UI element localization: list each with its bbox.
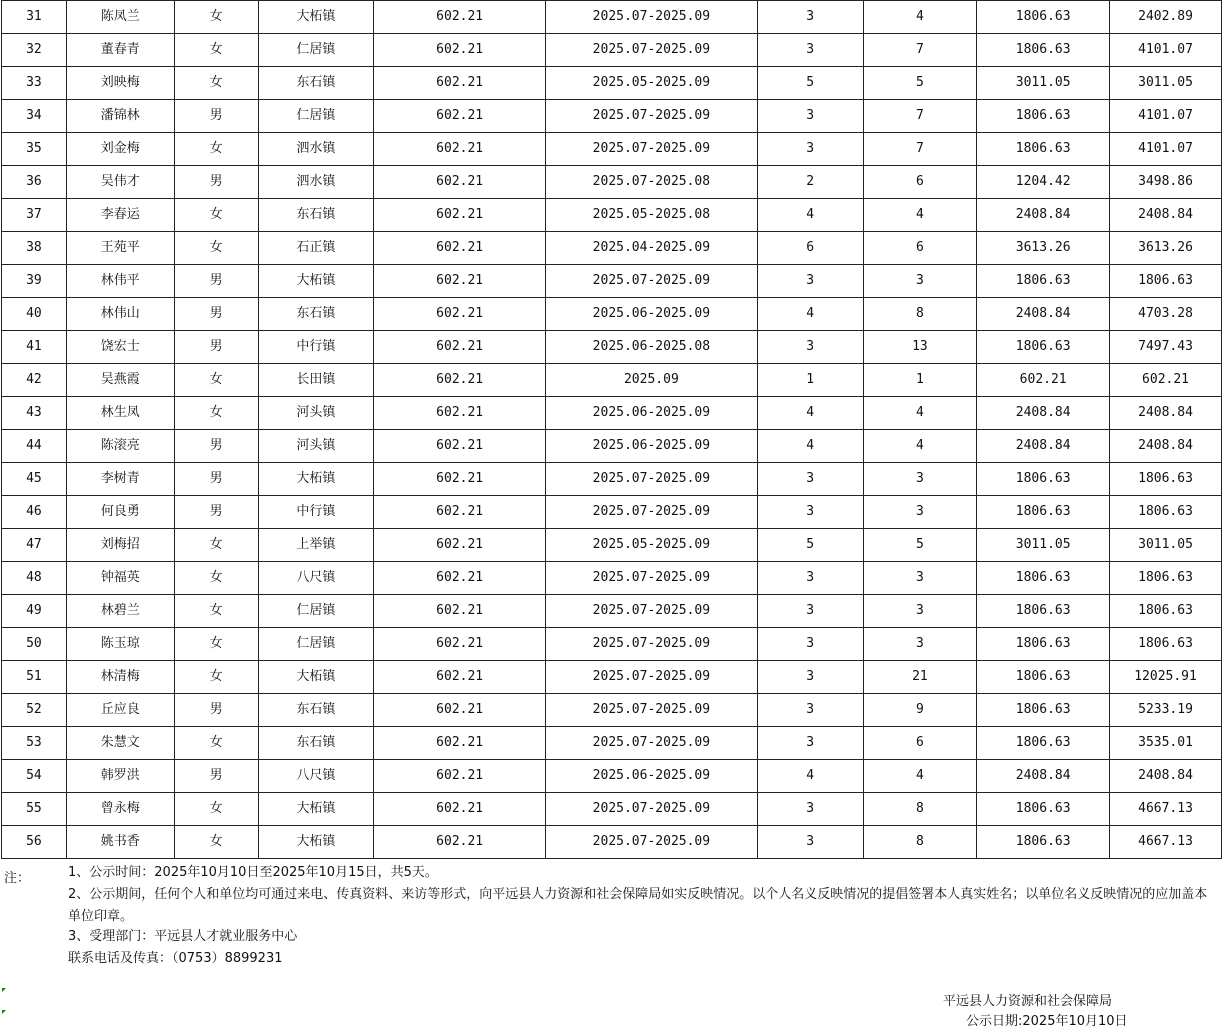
col-standard-cell: 602.21 [374, 265, 546, 298]
col-total-cell: 4667.13 [1110, 826, 1222, 859]
col-months-cell: 3 [757, 496, 863, 529]
col-name-cell: 林伟平 [66, 265, 174, 298]
col-index-cell: 42 [2, 364, 67, 397]
col-months-cell: 3 [757, 34, 863, 67]
col-index-cell: 33 [2, 67, 67, 100]
table-row [2, 463, 1222, 496]
col-index-cell: 32 [2, 34, 67, 67]
col-period-cell: 2025.07-2025.09 [546, 265, 758, 298]
table-row [2, 397, 1222, 430]
table-row [2, 298, 1222, 331]
col-total-cell: 1806.63 [1110, 628, 1222, 661]
table-row [2, 199, 1222, 232]
col-period-cell: 2025.07-2025.09 [546, 793, 758, 826]
note-item-1: 1、公示时间：2025年10月10日至2025年10月15日，共5天。 [68, 865, 438, 880]
col-standard-cell: 602.21 [374, 364, 546, 397]
col-gender-cell: 男 [174, 760, 258, 793]
col-town-cell: 河头镇 [258, 397, 374, 430]
col-town-cell: 东石镇 [258, 199, 374, 232]
col-town-cell: 石正镇 [258, 232, 374, 265]
col-standard-cell: 602.21 [374, 661, 546, 694]
col-name-cell: 陈凤兰 [66, 1, 174, 34]
col-amount-cell: 2408.84 [977, 397, 1110, 430]
col-period-cell: 2025.07-2025.09 [546, 562, 758, 595]
col-standard-cell: 602.21 [374, 298, 546, 331]
col-town-cell: 东石镇 [258, 298, 374, 331]
col-total-cell: 1806.63 [1110, 595, 1222, 628]
col-town-cell: 大柘镇 [258, 463, 374, 496]
col-total-cell: 2408.84 [1110, 430, 1222, 463]
col-people-cell: 8 [863, 826, 977, 859]
col-standard-cell: 602.21 [374, 100, 546, 133]
col-total-cell: 3011.05 [1110, 529, 1222, 562]
col-gender-cell: 女 [174, 826, 258, 859]
col-total-cell: 602.21 [1110, 364, 1222, 397]
col-period-cell: 2025.05-2025.09 [546, 67, 758, 100]
col-period-cell: 2025.07-2025.09 [546, 1, 758, 34]
col-town-cell: 河头镇 [258, 430, 374, 463]
col-period-cell: 2025.07-2025.09 [546, 826, 758, 859]
col-amount-cell: 1806.63 [977, 463, 1110, 496]
table-row [2, 331, 1222, 364]
table-row [2, 166, 1222, 199]
table-row [2, 562, 1222, 595]
col-gender-cell: 女 [174, 727, 258, 760]
col-name-cell: 刘映梅 [66, 67, 174, 100]
col-people-cell: 4 [863, 397, 977, 430]
col-gender-cell: 女 [174, 133, 258, 166]
col-amount-cell: 1806.63 [977, 1, 1110, 34]
col-total-cell: 4667.13 [1110, 793, 1222, 826]
col-people-cell: 4 [863, 430, 977, 463]
col-index-cell: 43 [2, 397, 67, 430]
col-months-cell: 3 [757, 694, 863, 727]
col-name-cell: 饶宏士 [66, 331, 174, 364]
table-row [2, 727, 1222, 760]
col-people-cell: 3 [863, 595, 977, 628]
col-gender-cell: 男 [174, 298, 258, 331]
col-period-cell: 2025.04-2025.09 [546, 232, 758, 265]
col-total-cell: 1806.63 [1110, 265, 1222, 298]
col-gender-cell: 女 [174, 595, 258, 628]
col-total-cell: 4101.07 [1110, 34, 1222, 67]
table-row [2, 661, 1222, 694]
col-total-cell: 2408.84 [1110, 397, 1222, 430]
col-name-cell: 吴燕霞 [66, 364, 174, 397]
col-name-cell: 林碧兰 [66, 595, 174, 628]
col-amount-cell: 1806.63 [977, 595, 1110, 628]
col-months-cell: 4 [757, 760, 863, 793]
note-item-2: 2、公示期间，任何个人和单位均可通过来电、传真资料、来访等形式，向平远县人力资源和社会保障局如实反映情况。以个人名义反映情况的提倡签署本人真实姓名；以单位名义反映情况的应加盖本单位印章。 [68, 887, 1208, 924]
col-period-cell: 2025.06-2025.09 [546, 760, 758, 793]
col-period-cell: 2025.07-2025.09 [546, 661, 758, 694]
col-period-cell: 2025.06-2025.09 [546, 298, 758, 331]
col-standard-cell: 602.21 [374, 628, 546, 661]
table-row [2, 364, 1222, 397]
col-period-cell: 2025.06-2025.09 [546, 430, 758, 463]
col-gender-cell: 男 [174, 463, 258, 496]
col-standard-cell: 602.21 [374, 166, 546, 199]
col-gender-cell: 女 [174, 529, 258, 562]
col-gender-cell: 女 [174, 397, 258, 430]
col-people-cell: 7 [863, 34, 977, 67]
col-total-cell: 12025.91 [1110, 661, 1222, 694]
col-standard-cell: 602.21 [374, 199, 546, 232]
col-people-cell: 7 [863, 133, 977, 166]
col-months-cell: 3 [757, 100, 863, 133]
signature-org: 平远县人力资源和社会保障局 [943, 994, 1113, 1009]
col-amount-cell: 1806.63 [977, 34, 1110, 67]
col-people-cell: 3 [863, 496, 977, 529]
col-period-cell: 2025.06-2025.08 [546, 331, 758, 364]
col-amount-cell: 1806.63 [977, 694, 1110, 727]
col-name-cell: 潘锦林 [66, 100, 174, 133]
col-index-cell: 36 [2, 166, 67, 199]
col-total-cell: 2408.84 [1110, 199, 1222, 232]
col-months-cell: 3 [757, 562, 863, 595]
col-gender-cell: 女 [174, 1, 258, 34]
col-gender-cell: 女 [174, 562, 258, 595]
col-town-cell: 仁居镇 [258, 34, 374, 67]
col-total-cell: 7497.43 [1110, 331, 1222, 364]
col-name-cell: 林伟山 [66, 298, 174, 331]
col-gender-cell: 男 [174, 496, 258, 529]
note-item-3: 3、受理部门：平远县人才就业服务中心 [68, 929, 298, 944]
col-amount-cell: 2408.84 [977, 199, 1110, 232]
table-row [2, 67, 1222, 100]
col-town-cell: 东石镇 [258, 694, 374, 727]
col-months-cell: 3 [757, 133, 863, 166]
col-period-cell: 2025.07-2025.09 [546, 595, 758, 628]
col-months-cell: 6 [757, 232, 863, 265]
table-row [2, 694, 1222, 727]
col-town-cell: 东石镇 [258, 67, 374, 100]
table-body [2, 1, 1222, 859]
col-standard-cell: 602.21 [374, 430, 546, 463]
table-row [2, 529, 1222, 562]
col-town-cell: 长田镇 [258, 364, 374, 397]
col-town-cell: 仁居镇 [258, 100, 374, 133]
col-months-cell: 4 [757, 397, 863, 430]
col-total-cell: 4703.28 [1110, 298, 1222, 331]
col-people-cell: 9 [863, 694, 977, 727]
col-index-cell: 34 [2, 100, 67, 133]
col-standard-cell: 602.21 [374, 397, 546, 430]
col-people-cell: 3 [863, 265, 977, 298]
col-town-cell: 大柘镇 [258, 826, 374, 859]
col-standard-cell: 602.21 [374, 67, 546, 100]
col-standard-cell: 602.21 [374, 595, 546, 628]
col-town-cell: 大柘镇 [258, 1, 374, 34]
table-row [2, 826, 1222, 859]
col-index-cell: 44 [2, 430, 67, 463]
col-months-cell: 3 [757, 331, 863, 364]
col-amount-cell: 3011.05 [977, 67, 1110, 100]
col-standard-cell: 602.21 [374, 331, 546, 364]
col-index-cell: 56 [2, 826, 67, 859]
col-amount-cell: 1806.63 [977, 496, 1110, 529]
table-row [2, 34, 1222, 67]
col-gender-cell: 女 [174, 793, 258, 826]
col-name-cell: 刘金梅 [66, 133, 174, 166]
col-people-cell: 4 [863, 199, 977, 232]
col-town-cell: 上举镇 [258, 529, 374, 562]
col-gender-cell: 女 [174, 628, 258, 661]
col-period-cell: 2025.07-2025.09 [546, 463, 758, 496]
col-town-cell: 大柘镇 [258, 661, 374, 694]
col-town-cell: 八尺镇 [258, 760, 374, 793]
col-people-cell: 6 [863, 166, 977, 199]
col-index-cell: 45 [2, 463, 67, 496]
col-total-cell: 3011.05 [1110, 67, 1222, 100]
col-index-cell: 48 [2, 562, 67, 595]
col-people-cell: 6 [863, 232, 977, 265]
col-months-cell: 3 [757, 793, 863, 826]
table-row [2, 430, 1222, 463]
col-town-cell: 八尺镇 [258, 562, 374, 595]
col-months-cell: 3 [757, 826, 863, 859]
col-name-cell: 姚书香 [66, 826, 174, 859]
col-gender-cell: 男 [174, 694, 258, 727]
col-months-cell: 2 [757, 166, 863, 199]
col-standard-cell: 602.21 [374, 760, 546, 793]
col-standard-cell: 602.21 [374, 1, 546, 34]
col-index-cell: 38 [2, 232, 67, 265]
col-months-cell: 3 [757, 265, 863, 298]
col-name-cell: 林生凤 [66, 397, 174, 430]
col-period-cell: 2025.07-2025.09 [546, 100, 758, 133]
col-standard-cell: 602.21 [374, 529, 546, 562]
col-gender-cell: 女 [174, 364, 258, 397]
col-period-cell: 2025.07-2025.09 [546, 133, 758, 166]
col-amount-cell: 3011.05 [977, 529, 1110, 562]
col-amount-cell: 602.21 [977, 364, 1110, 397]
table-row [2, 496, 1222, 529]
col-total-cell: 5233.19 [1110, 694, 1222, 727]
col-index-cell: 46 [2, 496, 67, 529]
col-town-cell: 大柘镇 [258, 265, 374, 298]
col-months-cell: 3 [757, 661, 863, 694]
col-period-cell: 2025.07-2025.09 [546, 628, 758, 661]
col-gender-cell: 男 [174, 166, 258, 199]
col-amount-cell: 1806.63 [977, 826, 1110, 859]
col-standard-cell: 602.21 [374, 694, 546, 727]
table-row [2, 628, 1222, 661]
col-people-cell: 5 [863, 67, 977, 100]
col-gender-cell: 女 [174, 199, 258, 232]
col-months-cell: 3 [757, 595, 863, 628]
col-town-cell: 东石镇 [258, 727, 374, 760]
col-months-cell: 3 [757, 463, 863, 496]
col-index-cell: 52 [2, 694, 67, 727]
col-town-cell: 泗水镇 [258, 166, 374, 199]
col-gender-cell: 男 [174, 265, 258, 298]
col-amount-cell: 3613.26 [977, 232, 1110, 265]
col-gender-cell: 男 [174, 331, 258, 364]
table-row [2, 760, 1222, 793]
col-people-cell: 4 [863, 1, 977, 34]
col-amount-cell: 1806.63 [977, 265, 1110, 298]
col-months-cell: 4 [757, 430, 863, 463]
col-index-cell: 54 [2, 760, 67, 793]
col-people-cell: 21 [863, 661, 977, 694]
col-amount-cell: 2408.84 [977, 430, 1110, 463]
col-name-cell: 陈玉琼 [66, 628, 174, 661]
col-amount-cell: 1204.42 [977, 166, 1110, 199]
col-name-cell: 王苑平 [66, 232, 174, 265]
col-months-cell: 4 [757, 199, 863, 232]
col-people-cell: 3 [863, 463, 977, 496]
col-index-cell: 37 [2, 199, 67, 232]
col-people-cell: 4 [863, 760, 977, 793]
col-name-cell: 林清梅 [66, 661, 174, 694]
col-town-cell: 仁居镇 [258, 595, 374, 628]
col-amount-cell: 1806.63 [977, 133, 1110, 166]
col-months-cell: 3 [757, 628, 863, 661]
col-gender-cell: 男 [174, 100, 258, 133]
col-gender-cell: 女 [174, 232, 258, 265]
col-total-cell: 2402.89 [1110, 1, 1222, 34]
col-name-cell: 刘梅招 [66, 529, 174, 562]
table-row [2, 595, 1222, 628]
col-index-cell: 39 [2, 265, 67, 298]
col-index-cell: 55 [2, 793, 67, 826]
col-months-cell: 1 [757, 364, 863, 397]
notes-label: 注： [4, 871, 31, 886]
col-people-cell: 3 [863, 562, 977, 595]
cell-marker [2, 1010, 6, 1014]
col-name-cell: 韩罗洪 [66, 760, 174, 793]
col-people-cell: 6 [863, 727, 977, 760]
col-total-cell: 3613.26 [1110, 232, 1222, 265]
col-amount-cell: 1806.63 [977, 331, 1110, 364]
col-town-cell: 中行镇 [258, 496, 374, 529]
col-name-cell: 钟福英 [66, 562, 174, 595]
col-people-cell: 13 [863, 331, 977, 364]
cell-marker [2, 988, 6, 992]
col-period-cell: 2025.09 [546, 364, 758, 397]
table-row [2, 100, 1222, 133]
col-name-cell: 李春运 [66, 199, 174, 232]
col-months-cell: 3 [757, 727, 863, 760]
col-gender-cell: 男 [174, 430, 258, 463]
col-amount-cell: 2408.84 [977, 760, 1110, 793]
col-period-cell: 2025.06-2025.09 [546, 397, 758, 430]
col-amount-cell: 1806.63 [977, 100, 1110, 133]
col-period-cell: 2025.07-2025.08 [546, 166, 758, 199]
col-period-cell: 2025.07-2025.09 [546, 496, 758, 529]
col-index-cell: 50 [2, 628, 67, 661]
col-standard-cell: 602.21 [374, 826, 546, 859]
col-people-cell: 3 [863, 628, 977, 661]
col-amount-cell: 1806.63 [977, 661, 1110, 694]
col-period-cell: 2025.05-2025.09 [546, 529, 758, 562]
col-people-cell: 8 [863, 793, 977, 826]
col-index-cell: 51 [2, 661, 67, 694]
col-people-cell: 7 [863, 100, 977, 133]
col-period-cell: 2025.07-2025.09 [546, 694, 758, 727]
col-total-cell: 4101.07 [1110, 133, 1222, 166]
col-town-cell: 仁居镇 [258, 628, 374, 661]
col-index-cell: 31 [2, 1, 67, 34]
col-months-cell: 4 [757, 298, 863, 331]
col-index-cell: 35 [2, 133, 67, 166]
col-amount-cell: 1806.63 [977, 628, 1110, 661]
col-months-cell: 5 [757, 67, 863, 100]
col-index-cell: 40 [2, 298, 67, 331]
col-amount-cell: 1806.63 [977, 727, 1110, 760]
col-total-cell: 1806.63 [1110, 562, 1222, 595]
table-row [2, 265, 1222, 298]
col-name-cell: 陈滚亮 [66, 430, 174, 463]
col-total-cell: 2408.84 [1110, 760, 1222, 793]
col-standard-cell: 602.21 [374, 232, 546, 265]
col-index-cell: 41 [2, 331, 67, 364]
col-period-cell: 2025.07-2025.09 [546, 727, 758, 760]
col-amount-cell: 1806.63 [977, 793, 1110, 826]
col-months-cell: 3 [757, 1, 863, 34]
col-standard-cell: 602.21 [374, 727, 546, 760]
note-contact: 联系电话及传真：（0753）8899231 [68, 951, 283, 966]
col-gender-cell: 女 [174, 34, 258, 67]
col-total-cell: 1806.63 [1110, 463, 1222, 496]
col-name-cell: 曾永梅 [66, 793, 174, 826]
col-standard-cell: 602.21 [374, 496, 546, 529]
col-index-cell: 47 [2, 529, 67, 562]
col-total-cell: 3498.86 [1110, 166, 1222, 199]
col-standard-cell: 602.21 [374, 133, 546, 166]
col-people-cell: 5 [863, 529, 977, 562]
col-period-cell: 2025.05-2025.08 [546, 199, 758, 232]
col-town-cell: 大柘镇 [258, 793, 374, 826]
col-name-cell: 丘应良 [66, 694, 174, 727]
col-total-cell: 1806.63 [1110, 496, 1222, 529]
col-gender-cell: 女 [174, 67, 258, 100]
col-gender-cell: 女 [174, 661, 258, 694]
table-row [2, 133, 1222, 166]
table-row [2, 793, 1222, 826]
col-total-cell: 4101.07 [1110, 100, 1222, 133]
col-name-cell: 朱慧文 [66, 727, 174, 760]
col-standard-cell: 602.21 [374, 793, 546, 826]
subsidy-table [1, 0, 1222, 859]
col-town-cell: 泗水镇 [258, 133, 374, 166]
col-standard-cell: 602.21 [374, 463, 546, 496]
col-name-cell: 吴伟才 [66, 166, 174, 199]
col-standard-cell: 602.21 [374, 562, 546, 595]
table-row [2, 232, 1222, 265]
col-index-cell: 49 [2, 595, 67, 628]
col-name-cell: 董春青 [66, 34, 174, 67]
table-row [2, 1, 1222, 34]
signature-date: 公示日期:2025年10月10日 [966, 1014, 1128, 1029]
col-name-cell: 何良勇 [66, 496, 174, 529]
col-period-cell: 2025.07-2025.09 [546, 34, 758, 67]
col-index-cell: 53 [2, 727, 67, 760]
col-name-cell: 李树青 [66, 463, 174, 496]
col-months-cell: 5 [757, 529, 863, 562]
col-town-cell: 中行镇 [258, 331, 374, 364]
col-standard-cell: 602.21 [374, 34, 546, 67]
col-amount-cell: 2408.84 [977, 298, 1110, 331]
col-total-cell: 3535.01 [1110, 727, 1222, 760]
col-amount-cell: 1806.63 [977, 562, 1110, 595]
col-people-cell: 1 [863, 364, 977, 397]
col-people-cell: 8 [863, 298, 977, 331]
